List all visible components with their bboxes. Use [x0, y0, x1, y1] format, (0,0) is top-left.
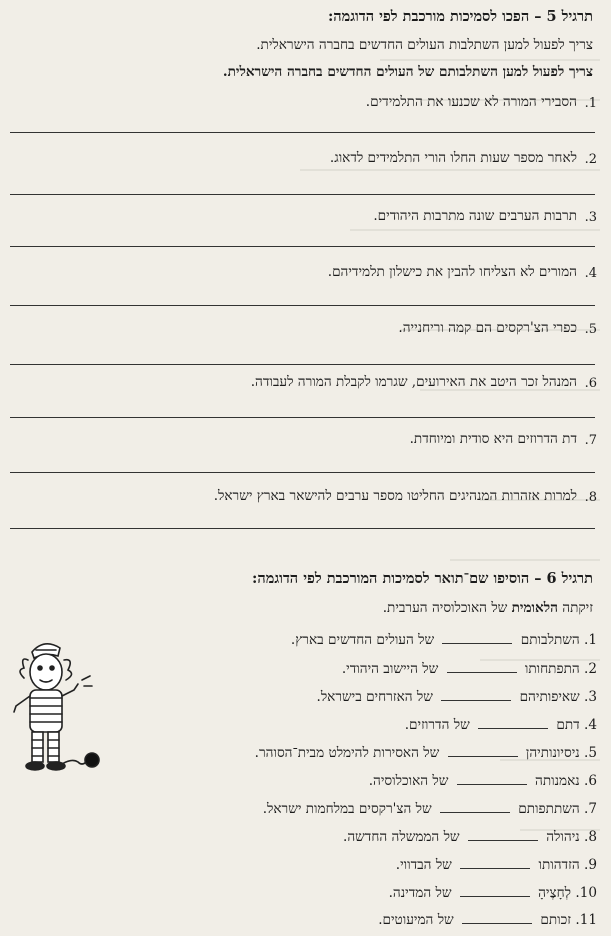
item-rest: של המיעוטים.	[378, 912, 454, 928]
item-sentence: תרבות הערבים שונה מתרבות היהודים.	[373, 208, 577, 224]
item-rest: של הדרוזים.	[404, 717, 470, 733]
item-number: 5.	[584, 322, 597, 337]
answer-blank[interactable]	[440, 812, 510, 813]
item-rest: של האוכלוסיה.	[368, 773, 449, 789]
item-number: 5.	[584, 745, 597, 761]
item-rest: של האזרחים בישראל.	[316, 689, 433, 705]
answer-blank[interactable]	[441, 700, 511, 701]
answer-blank[interactable]	[462, 923, 532, 924]
item-word: הזדהותו	[538, 857, 580, 873]
item-number: 10.	[575, 885, 597, 901]
item-number: 9.	[584, 857, 597, 873]
item-number: 8.	[584, 490, 597, 505]
answer-line[interactable]	[10, 132, 595, 133]
answer-blank[interactable]	[448, 756, 518, 757]
item-rest: של היישוב היהודי.	[341, 661, 439, 677]
item-number: 3.	[584, 210, 597, 225]
item-number: 11.	[575, 912, 597, 928]
item-number: 2.	[584, 152, 597, 167]
exercise-6-item	[291, 632, 597, 648]
item-number: 7.	[584, 801, 597, 817]
item-word: נאמנותה	[535, 773, 580, 789]
exercise-6-item	[405, 717, 597, 733]
answer-blank[interactable]	[457, 784, 527, 785]
item-rest: של האסירות להימלט מבית־הסוהר.	[254, 745, 440, 761]
item-word: זכותם	[540, 912, 572, 928]
item-number: 7.	[584, 433, 597, 448]
item-number: 3.	[584, 689, 597, 705]
item-word: ניהולה	[546, 829, 580, 845]
exercise-6-item	[342, 661, 597, 677]
exercise-6-item	[378, 912, 597, 928]
exercise-6-item	[389, 885, 597, 901]
item-sentence: המנהל זכר היטב את האירועים, שגרמו לקבלת המורה לעבודה.	[250, 374, 577, 390]
answer-blank[interactable]	[442, 643, 512, 644]
answer-blank[interactable]	[460, 896, 530, 897]
exercise-5-title: תרגיל 5 – הפכו לסמיכות מורכבת לפי הדוגמה:	[327, 8, 593, 25]
item-number: 1.	[584, 96, 597, 111]
item-rest: של העולים החדשים בארץ.	[290, 632, 435, 648]
item-sentence: דת הדרוזים היא סודית ומיוחדת.	[409, 431, 577, 447]
answer-line[interactable]	[10, 364, 595, 365]
item-sentence: המורים לא הצליחו להבין את כישלון תלמידיהם.	[327, 264, 577, 280]
exercise-6-item	[263, 801, 597, 817]
item-word: ניסיונותיהן	[525, 745, 580, 761]
item-sentence: למרות אזהרות המנהיגים החליטו מספר ערבים להישאר בארץ ישראל.	[213, 488, 577, 504]
item-word: השתתפותם	[518, 801, 580, 817]
item-number: 6.	[584, 376, 597, 391]
exercise-6-item	[255, 745, 597, 761]
item-number: 6.	[584, 773, 597, 789]
item-sentence: לאחר מספר שעות החלו הורי התלמידים לדאוג.	[329, 150, 577, 166]
item-rest: של הצ'רקסים במלחמות ישראל.	[262, 801, 432, 817]
prisoner-cartoon-illustration	[4, 630, 104, 775]
item-number: 2.	[584, 661, 597, 677]
answer-line[interactable]	[10, 194, 595, 195]
item-sentence: כפרי הצ'רקסים הם קמה וריחנייה.	[398, 320, 577, 336]
item-number: 4.	[584, 266, 597, 281]
answer-blank[interactable]	[478, 728, 548, 729]
exercise-6-item	[396, 857, 597, 873]
item-rest: של הממשלה החדשה.	[343, 829, 460, 845]
answer-line[interactable]	[10, 305, 595, 306]
item-number: 4.	[584, 717, 597, 733]
answer-blank[interactable]	[447, 672, 517, 673]
exercise-6-item	[343, 829, 597, 845]
exercise-6-item	[317, 689, 598, 705]
item-sentence: הסבירי המורה לא שכנעו את התלמידים.	[365, 94, 577, 110]
item-word: שאיפותיהם	[519, 689, 580, 705]
item-rest: של הבדווי.	[395, 857, 452, 873]
item-word: השתלבותם	[520, 632, 580, 648]
exercise-5-example-answer: צריך לפעול למען השתלבותם של העולים החדשים בחברה הישראלית.	[222, 64, 593, 80]
item-number: 1.	[584, 632, 597, 648]
answer-line[interactable]	[10, 417, 595, 418]
answer-blank[interactable]	[468, 840, 538, 841]
answer-line[interactable]	[10, 472, 595, 473]
answer-line[interactable]	[10, 246, 595, 247]
exercise-5-example-plain: צריך לפעול למען השתלבות העולים החדשים בחברה הישראלית.	[256, 37, 593, 53]
exercise-6-item	[369, 773, 597, 789]
item-word: דתם	[556, 717, 580, 733]
item-word: התפתחותו	[524, 661, 580, 677]
answer-blank[interactable]	[460, 868, 530, 869]
item-number: 8.	[584, 829, 597, 845]
item-word: לְחָצֶיהָ	[538, 885, 572, 901]
item-rest: של המדינה.	[388, 885, 452, 901]
answer-line[interactable]	[10, 528, 595, 529]
exercise-6-example: זיקתה הלאומית של האוכלוסיה הערבית.	[382, 600, 593, 616]
exercise-6-title: תרגיל 6 – הוסיפו שם־תואר לסמיכות המורכבת לפי הדוגמה:	[252, 570, 593, 587]
